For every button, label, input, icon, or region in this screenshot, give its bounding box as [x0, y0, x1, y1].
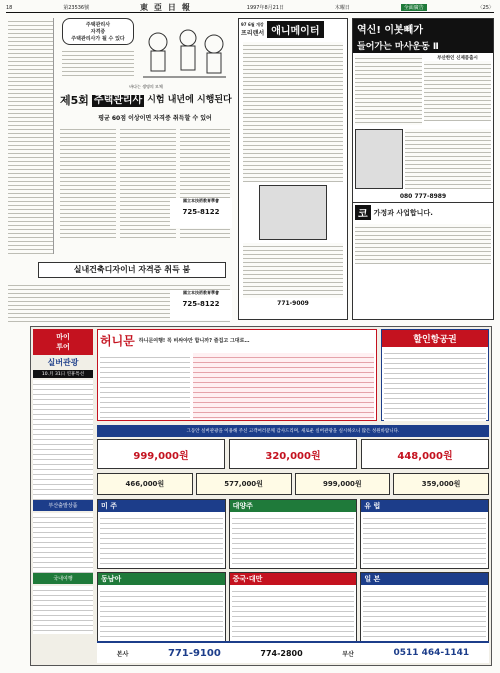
region-1: 미 주	[98, 500, 225, 512]
region-2: 대양주	[230, 500, 357, 512]
agency-sub: 10.月 31日 연휴특선	[33, 370, 93, 378]
promo-text: 그동안 실버관광을 이용해 주신 고객여러분께 감사드리며, 새로운 실버관광을 실시하오니 많은 성원바랍니다.	[186, 429, 400, 434]
page-label: 〈25〉	[477, 5, 494, 11]
region-4: 동남아	[98, 573, 225, 585]
animator-phone: 771-9009	[277, 300, 309, 307]
promo-bar	[97, 425, 489, 437]
left-badge	[62, 18, 134, 78]
row-price-3: 999,000원	[323, 480, 362, 488]
subheadline: 평균 60점 이상이면 자격증 취득할 수 있어	[98, 115, 212, 122]
honeymoon-tagline: 하니문여행! 꼭 비싸야만 합니까? 즐겁고 그대로…	[138, 338, 250, 344]
section-title-box	[38, 262, 226, 278]
badge-line-1: 주택관리사	[85, 22, 111, 28]
cartoon-illustration	[138, 22, 230, 84]
price-3: 448,000원	[397, 450, 453, 462]
honeymoon-section	[97, 329, 377, 421]
page-header	[6, 3, 494, 13]
section-title: 실내건축디자이너 자격증 취득 붐	[73, 264, 191, 274]
busan-label: 부산출발상품	[33, 500, 93, 511]
right-ad-price-caption: 부산한인 신제품출시	[437, 56, 478, 61]
weekday: 木曜日	[334, 5, 350, 11]
footer-right-phone: 0511 464-1141	[393, 648, 470, 658]
right-ad-headline-2: 들어가는 마사운동 Ⅱ	[353, 38, 493, 53]
section-tag: 全面廣告	[401, 4, 427, 11]
school-phone-1: 725-8122	[182, 208, 220, 216]
issue-info: 第23536號	[63, 5, 90, 11]
main-headline	[60, 90, 232, 112]
masthead: 東亞日報	[139, 2, 196, 12]
footer-left-label: 본사	[116, 650, 129, 658]
animator-label-top: 97 6월 개강	[241, 22, 264, 27]
footer-right-label: 부산	[342, 650, 354, 658]
badge-line-3: 주택관리사가 될 수 있다	[71, 36, 125, 42]
article-body-mid	[120, 126, 176, 238]
left-text-column	[8, 18, 54, 254]
cartoon-figures-icon	[138, 22, 230, 84]
animator-photo	[259, 185, 327, 240]
travel-ad	[30, 326, 492, 666]
row-price-2: 577,000원	[224, 480, 263, 488]
small-logo-icon: 코	[355, 205, 371, 220]
headline-highlight: 주택관리사	[93, 94, 143, 106]
headline-prefix: 제5회	[60, 94, 89, 108]
agency-name: 실버관광	[47, 358, 79, 367]
cartoon-caption: 바다는 생명의 모체	[129, 84, 163, 89]
airfare-section	[381, 329, 489, 421]
animator-ad	[238, 18, 348, 320]
school-phone-2: 725-8122	[182, 300, 220, 308]
animator-label-freelance: 프리랜서	[241, 30, 265, 37]
right-ad	[352, 18, 494, 320]
row-price-1: 466,000원	[125, 480, 165, 488]
date: 1997年8月21日	[246, 5, 285, 11]
right-ad-phone: 080 777-8989	[399, 193, 447, 200]
article-body-left	[60, 126, 116, 238]
right-ad-headline-1: 역신! 이봇빼가	[353, 19, 493, 38]
price-2: 320,000원	[265, 450, 321, 462]
footer-mid-phone: 774-2800	[260, 648, 303, 658]
brand-line-2: 투어	[56, 343, 70, 351]
honeymoon-title: 허니문	[100, 334, 135, 348]
school-name-1: 國立本技術教育學會	[183, 198, 219, 203]
region-5: 중국·대만	[230, 573, 357, 585]
region-3: 유 럽	[361, 500, 488, 512]
school-ad-2	[170, 290, 232, 320]
price-1: 999,000원	[133, 450, 189, 462]
page-number: 18	[6, 4, 13, 11]
domestic-label: 국내여행	[33, 573, 93, 584]
right-ad-small-headline: 가정과 사업합니다.	[373, 208, 433, 217]
region-grid	[97, 499, 489, 637]
school-name-2: 國立本技術教育學會	[183, 290, 219, 295]
brand-line-1: 마이	[56, 333, 70, 341]
school-ad-1	[170, 198, 232, 228]
right-ad-photo	[355, 129, 403, 189]
animator-title: 애니메이터	[267, 21, 323, 38]
badge-line-2: 자격증	[90, 29, 106, 35]
price-row	[97, 439, 489, 469]
travel-footer	[97, 641, 489, 663]
airfare-title: 할인항공권	[382, 330, 488, 347]
region-6: 일 본	[361, 573, 488, 585]
footer-left-phone: 771-9100	[167, 647, 221, 659]
row-prices	[97, 473, 489, 495]
headline-rest: 시험 내년에 시행된다	[147, 95, 232, 106]
travel-brand-column	[33, 329, 93, 663]
row-price-4: 359,000원	[421, 480, 461, 488]
